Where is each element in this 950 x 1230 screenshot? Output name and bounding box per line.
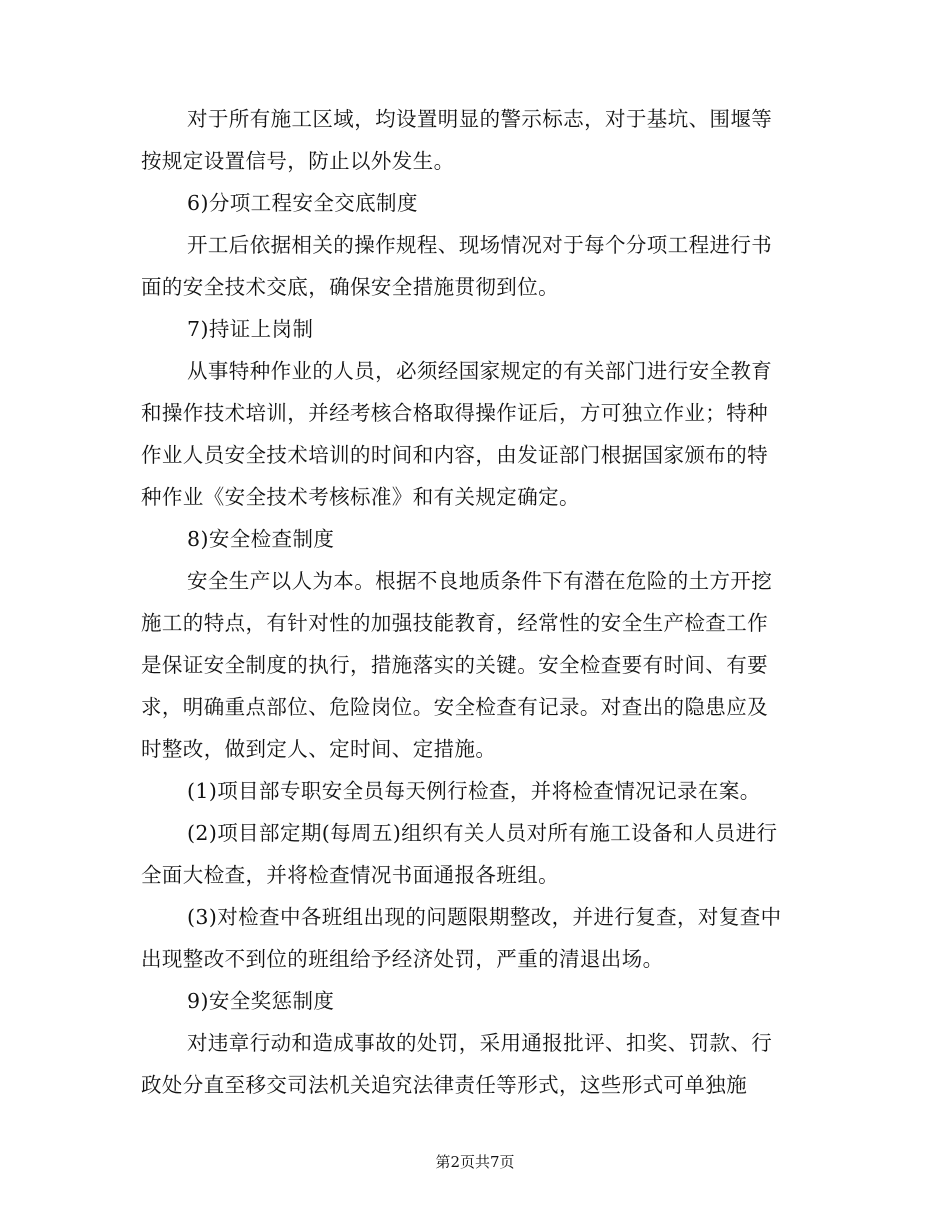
text-line: 是保证安全制度的执行，措施落实的关键。安全检查要有时间、有要 [141, 653, 768, 677]
text-line: 施工的特点，有针对性的加强技能教育，经常性的安全生产检查工作 [141, 611, 768, 635]
document-body [141, 98, 811, 1106]
text-line: 开工后依据相关的操作规程、现场情况对于每个分项工程进行书 [187, 233, 773, 257]
text-line: 时整改，做到定人、定时间、定措施。 [141, 737, 497, 761]
text-line: 全面大检查，并将检查情况书面通报各班组。 [141, 863, 559, 887]
text-line: 和操作技术培训，并经考核合格取得操作证后，方可独立作业；特种 [141, 401, 768, 425]
text-line: 面的安全技术交底，确保安全措施贯彻到位。 [141, 275, 559, 299]
text-line: 按规定设置信号，防止以外发生。 [141, 149, 455, 173]
text-line: 安全生产以人为本。根据不良地质条件下有潜在危险的土方开挖 [187, 569, 773, 593]
text-line: (2)项目部定期(每周五)组织有关人员对所有施工设备和人员进行 [187, 821, 778, 845]
text-line: 9)安全奖惩制度 [187, 989, 335, 1013]
text-line: 6)分项工程安全交底制度 [187, 191, 418, 215]
text-line: 出现整改不到位的班组给予经济处罚，严重的清退出场。 [141, 947, 664, 971]
page-number: 第2页共7页 [435, 1153, 515, 1171]
text-line: (1)项目部专职安全员每天例行检查，并将检查情况记录在案。 [187, 779, 761, 803]
text-line: 种作业《安全技术考核标准》和有关规定确定。 [141, 485, 580, 509]
text-line: 从事特种作业的人员，必须经国家规定的有关部门进行安全教育 [187, 359, 773, 383]
text-line: 求，明确重点部位、危险岗位。安全检查有记录。对查出的隐患应及 [141, 695, 768, 719]
text-line: 对于所有施工区域，均设置明显的警示标志，对于基坑、围堰等 [187, 107, 773, 131]
text-line: 对违章行动和造成事故的处罚，采用通报批评、扣奖、罚款、行 [187, 1031, 773, 1055]
text-line: 8)安全检查制度 [187, 527, 335, 551]
text-line: 7)持证上岗制 [187, 317, 314, 341]
text-line: (3)对检查中各班组出现的问题限期整改，并进行复查，对复查中 [187, 905, 782, 929]
text-line: 作业人员安全技术培训的时间和内容，由发证部门根据国家颁布的特 [141, 443, 768, 467]
text-line: 政处分直至移交司法机关追究法律责任等形式，这些形式可单独施 [141, 1073, 748, 1097]
